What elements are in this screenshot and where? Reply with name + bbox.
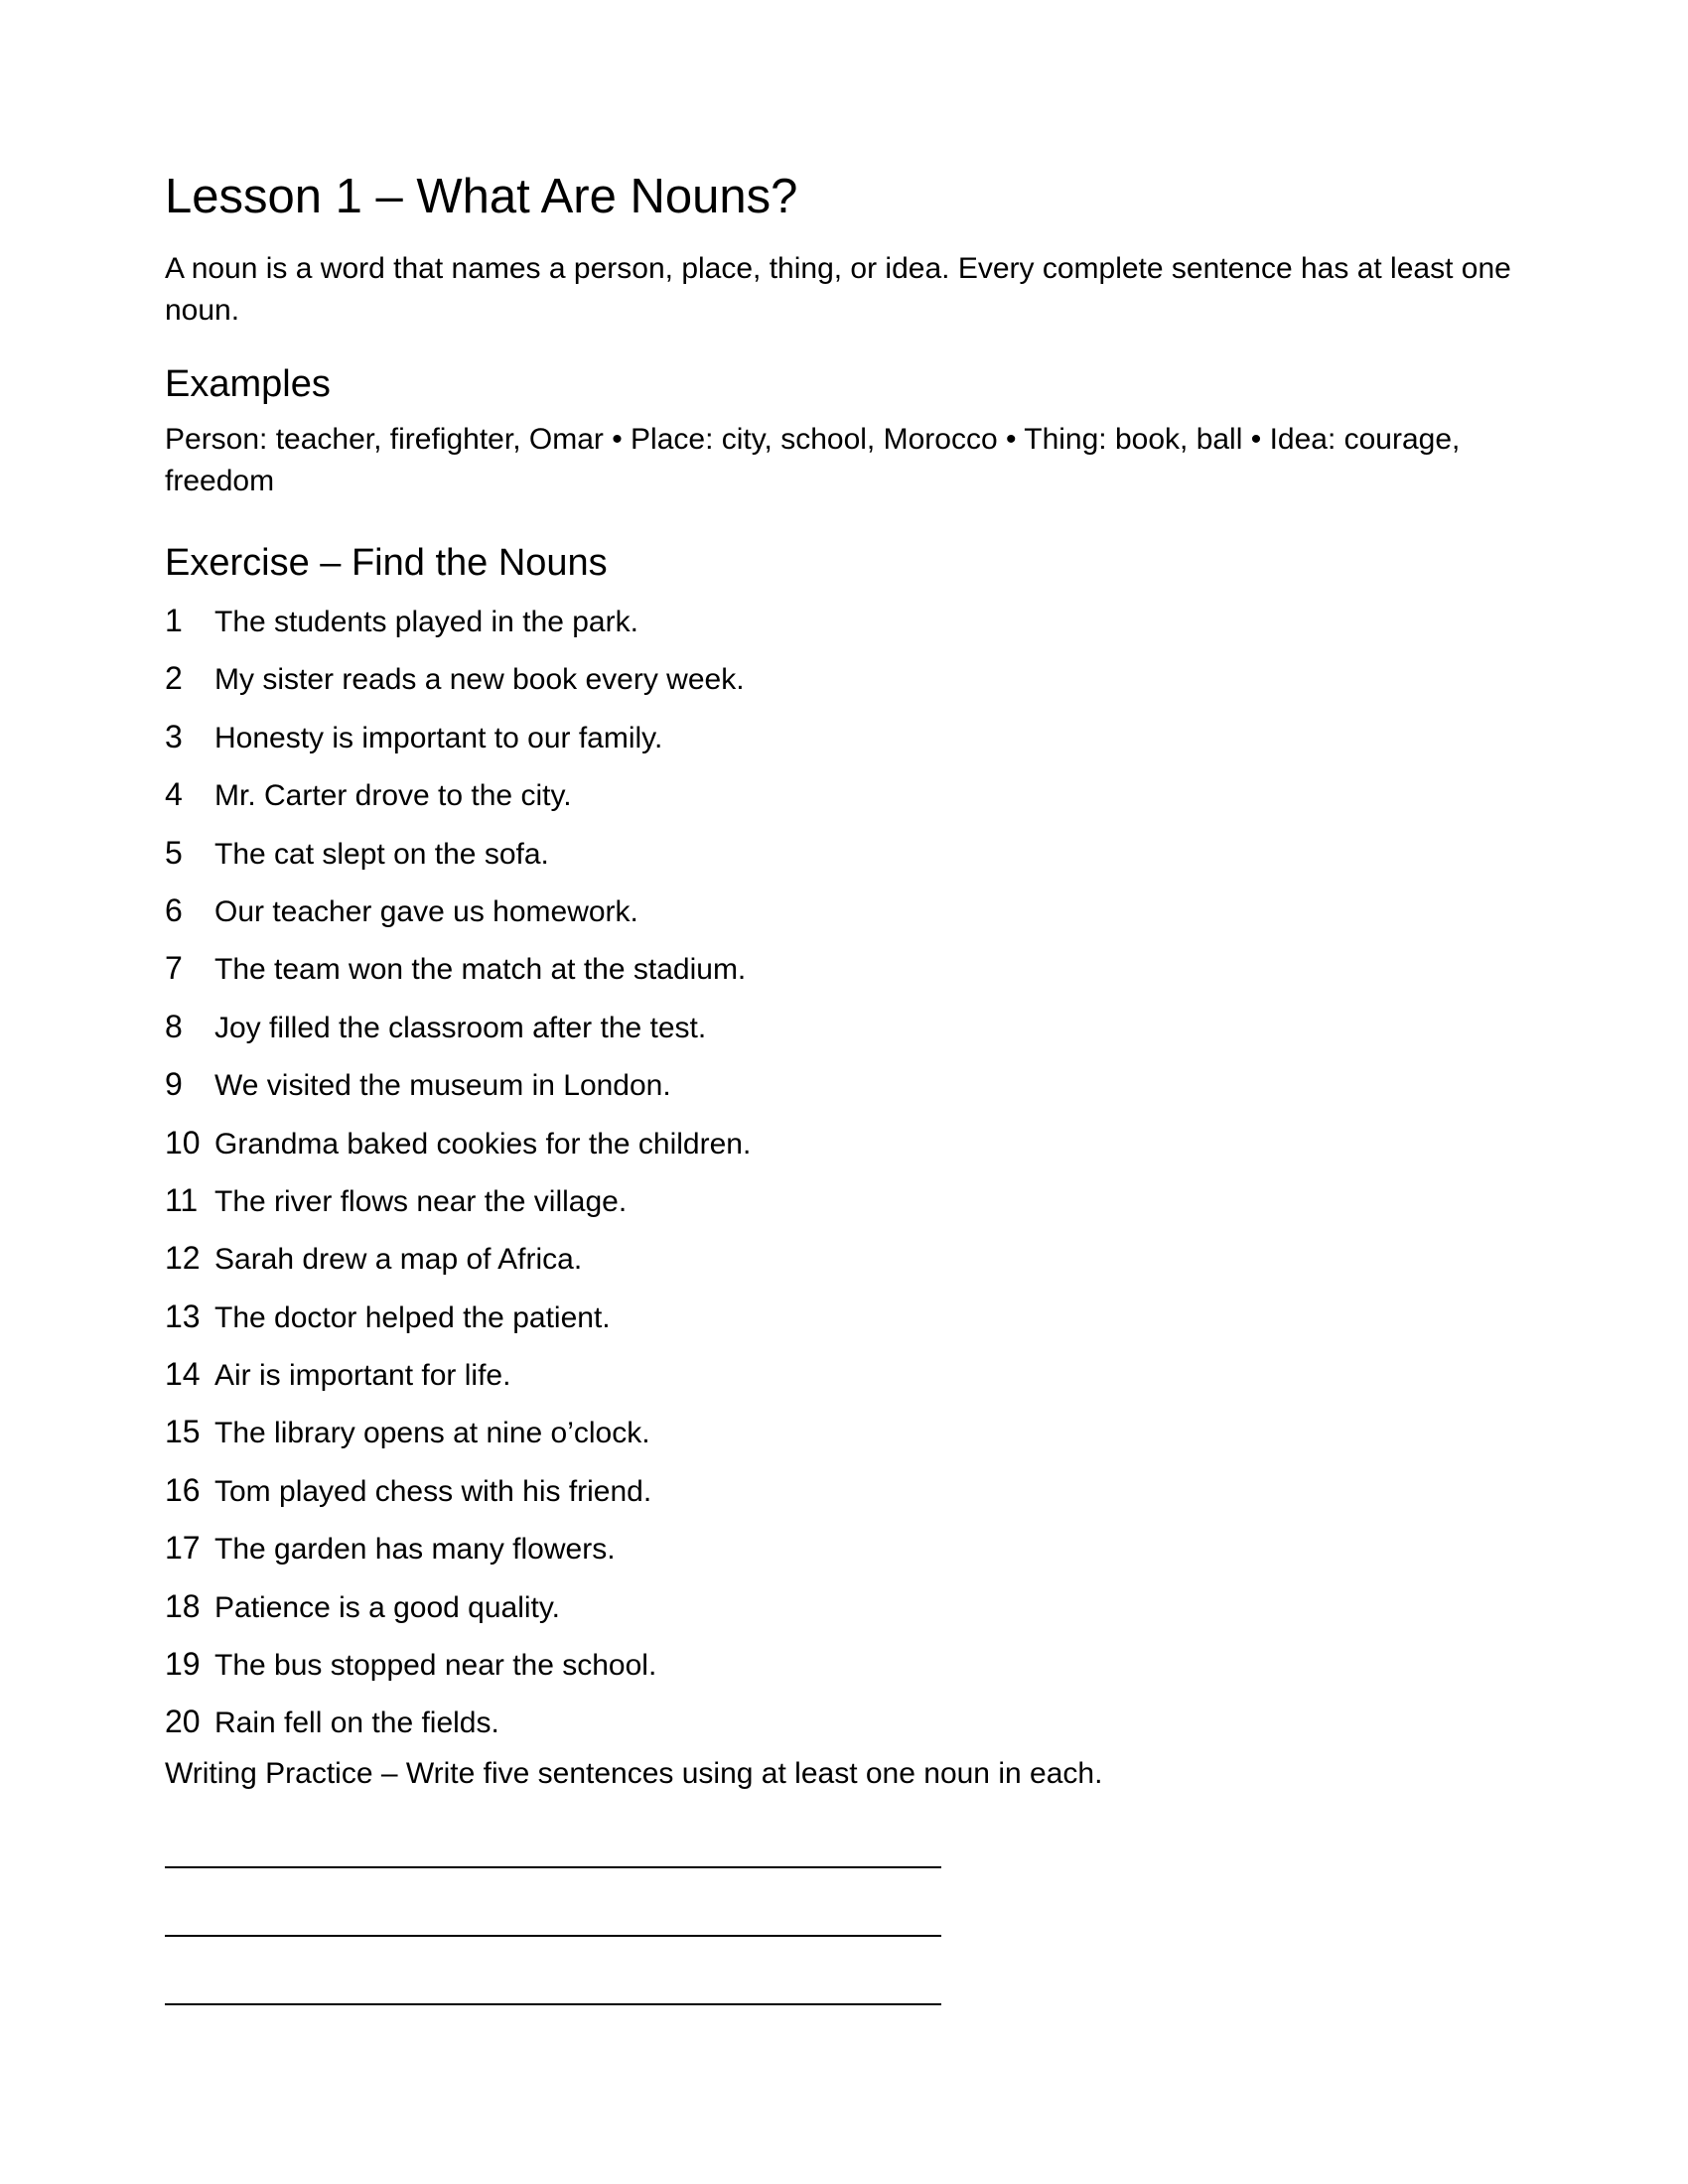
exercise-item xyxy=(165,1237,1525,1295)
item-number: 19 xyxy=(165,1646,201,1683)
exercise-item xyxy=(165,889,1525,947)
item-number: 1 xyxy=(165,603,183,638)
item-sentence: Sarah drew a map of Africa. xyxy=(214,1243,583,1277)
item-number: 12 xyxy=(165,1240,201,1277)
item-sentence: Our teacher gave us homework. xyxy=(214,894,638,928)
exercise-item xyxy=(165,1585,1525,1643)
exercise-item xyxy=(165,1643,1525,1701)
item-sentence: The doctor helped the patient. xyxy=(214,1300,611,1334)
writing-line[interactable] xyxy=(165,2003,941,2005)
item-sentence: Patience is a good quality. xyxy=(214,1590,561,1624)
item-number: 11 xyxy=(165,1181,199,1218)
item-number: 5 xyxy=(165,834,183,871)
writing-line[interactable] xyxy=(165,1866,941,1868)
item-number: 8 xyxy=(165,1008,183,1044)
item-sentence: The library opens at nine o’clock. xyxy=(214,1417,650,1450)
item-number: 6 xyxy=(165,891,183,928)
item-sentence: The bus stopped near the school. xyxy=(214,1649,657,1683)
exercise-item xyxy=(165,1527,1525,1584)
item-number: 7 xyxy=(165,950,183,987)
exercise-item xyxy=(165,600,1525,657)
item-number: 2 xyxy=(165,660,183,697)
exercise-item xyxy=(165,832,1525,889)
item-number: 3 xyxy=(165,718,183,754)
page-title: Lesson 1 – What Are Nouns? xyxy=(165,170,798,223)
examples-text: Person: teacher, firefighter, Omar • Place: city, school, Morocco • Thing: book, ball • Idea: courage, freedom xyxy=(165,423,1461,497)
item-number: 16 xyxy=(165,1471,201,1508)
exercise-item xyxy=(165,657,1525,715)
item-sentence: Mr. Carter drove to the city. xyxy=(214,779,572,813)
item-sentence: Honesty is important to our family. xyxy=(214,721,663,754)
exercise-item xyxy=(165,1411,1525,1468)
exercise-item xyxy=(165,1296,1525,1353)
item-sentence: The team won the match at the stadium. xyxy=(214,953,747,987)
item-sentence: The students played in the park. xyxy=(214,606,638,638)
item-sentence: My sister reads a new book every week. xyxy=(214,663,745,697)
item-sentence: Rain fell on the fields. xyxy=(214,1706,499,1740)
exercise-item xyxy=(165,773,1525,831)
item-sentence: The river flows near the village. xyxy=(214,1184,628,1218)
item-sentence: The garden has many flowers. xyxy=(214,1533,616,1567)
examples-heading: Examples xyxy=(165,363,331,405)
exercise-item xyxy=(165,1179,1525,1237)
item-sentence: Tom played chess with his friend. xyxy=(214,1474,652,1508)
item-sentence: We visited the museum in London. xyxy=(214,1069,671,1103)
item-number: 4 xyxy=(165,776,183,813)
exercise-heading: Exercise – Find the Nouns xyxy=(165,542,608,584)
exercise-item xyxy=(165,1122,1525,1179)
item-number: 18 xyxy=(165,1587,201,1624)
exercise-item xyxy=(165,1469,1525,1527)
exercise-list xyxy=(165,600,1525,1759)
item-number: 14 xyxy=(165,1356,201,1393)
exercise-item xyxy=(165,1701,1525,1758)
worksheet-page xyxy=(165,165,1525,2005)
writing-practice-instruction: Writing Practice – Write five sentences using at least one noun in each. xyxy=(165,1756,1103,1790)
item-sentence: Air is important for life. xyxy=(214,1359,511,1393)
item-number: 17 xyxy=(165,1530,201,1567)
intro-paragraph: A noun is a word that names a person, place, thing, or idea. Every complete sentence has at least one noun. xyxy=(165,252,1511,327)
exercise-item xyxy=(165,947,1525,1005)
writing-line[interactable] xyxy=(165,1935,941,1937)
item-sentence: Joy filled the classroom after the test. xyxy=(214,1011,707,1044)
exercise-item xyxy=(165,1006,1525,1063)
exercise-item xyxy=(165,1353,1525,1411)
exercise-item xyxy=(165,716,1525,773)
exercise-item xyxy=(165,1063,1525,1121)
item-number: 10 xyxy=(165,1124,201,1160)
item-number: 20 xyxy=(165,1704,201,1740)
item-number: 15 xyxy=(165,1414,201,1450)
item-number: 9 xyxy=(165,1066,183,1103)
item-sentence: The cat slept on the sofa. xyxy=(214,837,549,871)
item-number: 13 xyxy=(165,1297,201,1334)
item-sentence: Grandma baked cookies for the children. xyxy=(214,1127,752,1160)
